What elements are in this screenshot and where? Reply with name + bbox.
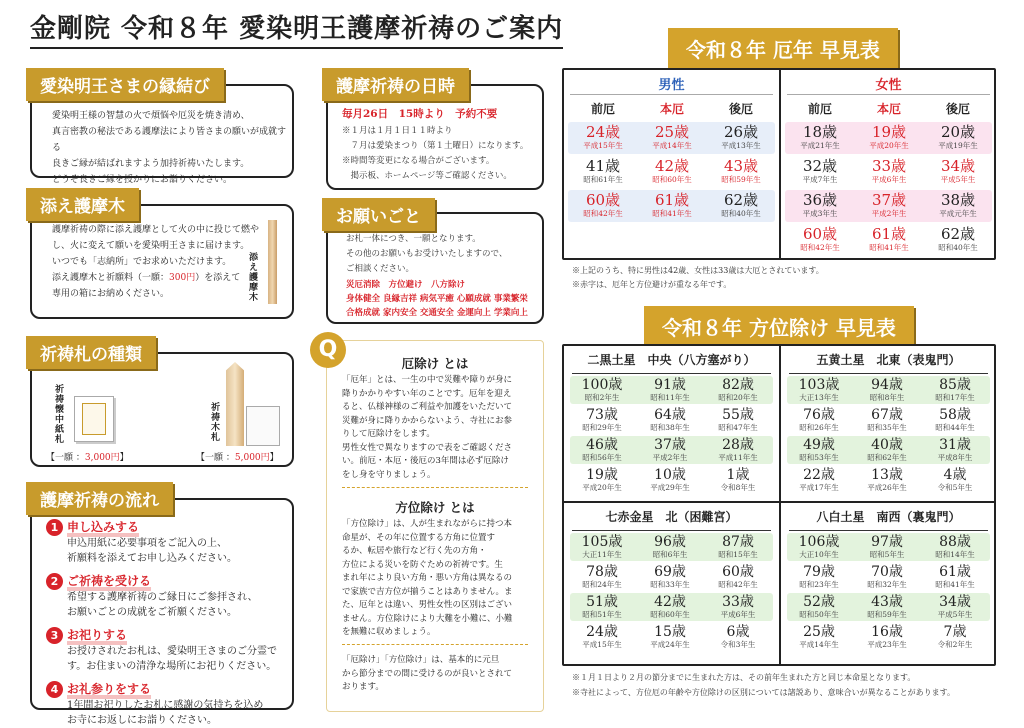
age-value: 25歳: [654, 123, 690, 141]
birth-year: 平成2年生: [871, 209, 907, 218]
male-age-cell: [639, 158, 705, 185]
age-value: 60歳: [585, 191, 621, 209]
female-age-cell: [856, 158, 922, 185]
hoi-age-cell: [789, 624, 849, 649]
age-value: 62歳: [723, 191, 759, 209]
hoi-age-cell: [925, 467, 985, 492]
birth-year: 平成6年生: [720, 610, 756, 619]
female-col-label: 本厄: [876, 102, 901, 116]
birth-year: 昭和42年生: [718, 580, 758, 589]
birth-year: 昭和60年生: [652, 175, 692, 184]
female-age-cell: [787, 192, 853, 219]
flow-steps: [46, 516, 292, 728]
age-value: 52歳: [803, 594, 835, 610]
age-value: 67歳: [871, 407, 903, 423]
male-header: 男性: [658, 78, 685, 93]
yaku-text: 「厄年」とは、一生の中で災難や障りが身に 降りかかりやすい年のことです。厄年を迎え ると、仏様神様のご利益や加護をいただいて 災難が身に降りかからないよう、寺社にお参 りして厄除けをします。 男性女性で異なりますので表をご確認くださ い。前厄・本厄・後厄の3年間は必ず厄除け をし身を守りましょう。: [342, 375, 513, 480]
age-value: 64歳: [654, 407, 686, 423]
age-value: 15歳: [654, 624, 686, 640]
male-age-cell: [708, 158, 774, 185]
female-age-cell: [787, 124, 853, 151]
female-col-label: 後厄: [945, 102, 970, 116]
hoi-age-cell: [789, 437, 849, 462]
age-value: 78歳: [586, 564, 618, 580]
birth-year: 昭和41年生: [652, 209, 692, 218]
birth-year: 平成29年生: [650, 483, 690, 492]
onegai-heading: お願いごと: [322, 198, 435, 231]
hoi-age-cell: [572, 594, 632, 619]
age-value: 82歳: [722, 377, 754, 393]
birth-year: 平成15年生: [583, 141, 623, 150]
male-age-cell: [639, 192, 705, 219]
age-value: 13歳: [871, 467, 903, 483]
yakudoshi-table: [562, 68, 996, 260]
hoi-age-cell: [857, 594, 917, 619]
birth-year: 昭和20年生: [718, 393, 758, 402]
gomagi-label: 添え護摩木: [247, 252, 257, 302]
birth-year: 昭和6年生: [652, 550, 688, 559]
birth-year: 平成元年生: [939, 209, 977, 218]
female-age-cell: [925, 192, 991, 219]
soe-text: 護摩祈祷の際に添え護摩として火の中に投じて燃や し、火に変えて願いを愛染明王さまに届けます。 いつでも「志納所」でお求めいただけます。 添え護摩木と祈願料（一願：300円）を添えて 専用の箱にお納めください。: [52, 225, 260, 299]
female-age-cell: [856, 192, 922, 219]
birth-year: 昭和61年生: [583, 175, 623, 184]
age-value: 33歳: [871, 157, 907, 175]
flow-step-2: 2 ご祈祷を受ける 希望する護摩祈祷のご縁日にご参拝され、 お願いごとの成就をご祈願ください。: [46, 570, 292, 620]
age-value: 42歳: [654, 157, 690, 175]
birth-year: 昭和23年生: [799, 580, 839, 589]
flow-step-1: 1 申し込みする 申込用紙に必要事項をご記入の上、 祈願料を添えてお申し込みください。: [46, 516, 292, 566]
birth-year: 昭和62年生: [867, 453, 907, 462]
hoi-age-cell: [789, 564, 849, 589]
female-age-cell: [925, 124, 991, 151]
birth-year: 昭和41年生: [935, 580, 975, 589]
birth-year: 昭和40年生: [938, 243, 978, 252]
hoi-age-cell: [708, 624, 768, 649]
onegai-text: お札一体につき、一願となります。 その他のお願いもお受けいたしますので、 ご相談ください。: [346, 234, 508, 274]
birth-year: 大正13年生: [799, 393, 839, 402]
yakudoshi-divider: [779, 70, 781, 258]
age-value: 37歳: [654, 437, 686, 453]
birth-year: 昭和29年生: [582, 423, 622, 432]
birth-year: 昭和14年生: [935, 550, 975, 559]
hoi-block-title: 七赤金星 北（困難宮）: [572, 503, 771, 531]
fuda-item2-price-line: 【一願 ：5,000円】: [196, 453, 279, 463]
hoi-age-cell: [925, 377, 985, 402]
age-value: 103歳: [798, 377, 840, 393]
birth-year: 昭和2年生: [584, 393, 620, 402]
birth-year: 昭和60年生: [650, 610, 690, 619]
age-value: 18歳: [802, 123, 838, 141]
female-age-cell: [787, 158, 853, 185]
kifuda-case-image: [246, 406, 280, 446]
hoi-title: 方位除け とは: [395, 500, 475, 515]
age-value: 85歳: [939, 377, 971, 393]
hoi-age-cell: [572, 437, 632, 462]
fuda-item1-price-line: 【一願 ：3,000円】: [46, 453, 129, 463]
birth-year: 昭和35年生: [867, 423, 907, 432]
hoi-heading: 令和８年 方位除け 早見表: [644, 306, 914, 347]
flow-box: [30, 498, 294, 726]
birth-year: 平成20年生: [582, 483, 622, 492]
birth-year: 令和2年生: [937, 640, 973, 649]
male-col-label: 本厄: [659, 102, 684, 116]
hoi-age-cell: [925, 564, 985, 589]
hoi-age-cell: [708, 377, 768, 402]
birth-year: 昭和42年生: [583, 209, 623, 218]
age-value: 87歳: [722, 534, 754, 550]
male-col-label: 後厄: [728, 102, 753, 116]
hoi-age-cell: [857, 564, 917, 589]
birth-year: 昭和5年生: [869, 550, 905, 559]
birth-year: 平成6年生: [871, 175, 907, 184]
birth-year: 昭和50年生: [799, 610, 839, 619]
hoi-age-cell: [708, 564, 768, 589]
fuda-item2-name: 祈祷木札: [209, 402, 219, 442]
enmusubi-text: 愛染明王様の智慧の火で煩悩や厄災を焼き清め、 真言密教の秘法である護摩法により皆さまの願いが成就する 良きご縁が結ばれますよう加持祈祷いたします。 どうぞ良きご縁を授かりにお詣りください。: [52, 111, 287, 185]
birth-year: 平成13年生: [721, 141, 761, 150]
soe-heading: 添え護摩木: [26, 188, 139, 221]
birth-year: 昭和59年生: [867, 610, 907, 619]
age-value: 40歳: [871, 437, 903, 453]
hoi-age-cell: [925, 594, 985, 619]
birth-year: 平成5年生: [937, 610, 973, 619]
female-age-cell: [925, 226, 991, 253]
age-value: 32歳: [802, 157, 838, 175]
hoi-age-cell: [640, 407, 700, 432]
age-value: 79歳: [803, 564, 835, 580]
male-age-cell: [708, 192, 774, 219]
birth-year: 平成3年生: [802, 209, 838, 218]
age-value: 60歳: [802, 225, 838, 243]
age-value: 28歳: [722, 437, 754, 453]
birth-year: 昭和26年生: [799, 423, 839, 432]
birth-year: 昭和40年生: [721, 209, 761, 218]
hoi-age-cell: [640, 534, 700, 559]
hoi-age-cell: [925, 437, 985, 462]
hoi-age-cell: [925, 407, 985, 432]
age-value: 24歳: [586, 624, 618, 640]
age-value: 76歳: [803, 407, 835, 423]
hoi-age-cell: [708, 437, 768, 462]
kaichu-fuda-image: [74, 396, 114, 442]
birth-year: 平成23年生: [867, 640, 907, 649]
kifuda-image: [226, 362, 244, 446]
hoi-age-cell: [640, 437, 700, 462]
soe-price: 300円: [169, 273, 196, 283]
female-age-cell: [925, 158, 991, 185]
birth-year: 昭和53年生: [799, 453, 839, 462]
hoi-age-cell: [640, 564, 700, 589]
hoi-age-cell: [857, 624, 917, 649]
age-value: 38歳: [940, 191, 976, 209]
hoi-age-cell: [640, 467, 700, 492]
flow-step-3: 3 お祀りする お授けされたお札は、愛染明王さまのご分霊で す。お住まいの清浄な場所にお祀りください。: [46, 624, 292, 674]
hoi-age-cell: [640, 624, 700, 649]
hoi-age-cell: [857, 467, 917, 492]
hoi-age-cell: [572, 467, 632, 492]
age-value: 6歳: [726, 624, 750, 640]
birth-year: 昭和24年生: [582, 580, 622, 589]
nichiji-notes: ※１月は１月１日１１時より ７月は愛染まつり（第１土曜日）になります。 ※時間等変更になる場合がございます。 掲示板、ホームページ等ご確認ください。: [342, 126, 529, 181]
birth-year: 昭和17年生: [935, 393, 975, 402]
birth-year: 平成2年生: [652, 453, 688, 462]
age-value: 33歳: [722, 594, 754, 610]
birth-year: 昭和59年生: [721, 175, 761, 184]
hoi-age-cell: [857, 377, 917, 402]
birth-year: 平成21年生: [800, 141, 840, 150]
age-value: 31歳: [939, 437, 971, 453]
hoi-table: [562, 344, 996, 666]
hoi-age-cell: [640, 594, 700, 619]
hoi-notes: ※１月１日より２月の節分までに生まれた方は、その前年生まれた方と同じ本命星となります。 ※寺社によって、方位厄の年齢や方位除けの区別については諸説あり、意味合いが異なることがあります。: [572, 673, 956, 697]
nichiji-main: 毎月26日 15時より 予約不要: [342, 108, 498, 120]
birth-year: 令和3年生: [720, 640, 756, 649]
age-value: 73歳: [586, 407, 618, 423]
birth-year: 昭和51年生: [582, 610, 622, 619]
hoi-block-title: 二黒土星 中央（八方塞がり）: [572, 346, 771, 374]
birth-year: 令和5年生: [937, 483, 973, 492]
birth-year: 平成14年生: [652, 141, 692, 150]
male-age-cell: [639, 124, 705, 151]
hoi-age-cell: [572, 564, 632, 589]
age-value: 97歳: [871, 534, 903, 550]
birth-year: 平成11年生: [718, 453, 758, 462]
flow-step-4: 4 お礼参りをする 1年間お祀りしたお札に感謝の気持ちを込め お寺にお返しにお詣りください。: [46, 678, 292, 728]
hoi-age-cell: [789, 377, 849, 402]
age-value: 41歳: [585, 157, 621, 175]
hoi-age-cell: [789, 594, 849, 619]
birth-year: 平成20年生: [869, 141, 909, 150]
birth-year: 昭和56年生: [582, 453, 622, 462]
nichiji-heading: 護摩祈祷の日時: [322, 68, 469, 101]
age-value: 1歳: [726, 467, 750, 483]
birth-year: 昭和32年生: [867, 580, 907, 589]
age-value: 70歳: [871, 564, 903, 580]
enmusubi-heading: 愛染明王さまの縁結び: [26, 68, 224, 101]
hoi-age-cell: [857, 534, 917, 559]
age-value: 34歳: [940, 157, 976, 175]
hoi-age-cell: [925, 624, 985, 649]
qa-divider-2: [342, 644, 528, 645]
birth-year: 令和8年生: [720, 483, 756, 492]
qa-divider-1: [342, 487, 528, 488]
birth-year: 平成26年生: [867, 483, 907, 492]
female-col-label: 前厄: [807, 102, 832, 116]
birth-year: 平成5年生: [940, 175, 976, 184]
age-value: 61歳: [871, 225, 907, 243]
age-value: 37歳: [871, 191, 907, 209]
birth-year: 昭和15年生: [718, 550, 758, 559]
female-header: 女性: [875, 78, 902, 93]
hoi-block-title: 五黄土星 北東（表鬼門）: [789, 346, 988, 374]
male-col-label: 前厄: [590, 102, 615, 116]
hoi-age-cell: [708, 467, 768, 492]
birth-year: 平成19年生: [938, 141, 978, 150]
age-value: 16歳: [871, 624, 903, 640]
age-value: 7歳: [943, 624, 967, 640]
hoi-age-cell: [708, 534, 768, 559]
fuda-box: [30, 352, 294, 467]
female-age-cell: [856, 226, 922, 253]
female-age-cell: [856, 124, 922, 151]
hoi-text: 「方位除け」は、人が生まれながらに持つ本 命星が、その年に位置する方角に位置す るか、転居や旅行など行く先の方角・ 方位による災いを防ぐための祈祷です。生 まれ年により良い方角・悪い方角は異なるの で家族で吉方位が揃うことはありません。ま た、厄年とは違い、男性女性の区別はござい ません。方位除けにより大難を小難に、小難 を無難に収めましょう。: [342, 519, 513, 637]
hoi-age-cell: [925, 534, 985, 559]
age-value: 42歳: [654, 594, 686, 610]
hoi-age-cell: [857, 407, 917, 432]
fuda-heading: 祈祷札の種類: [26, 336, 156, 369]
age-value: 94歳: [871, 377, 903, 393]
birth-year: 平成15年生: [582, 640, 622, 649]
birth-year: 昭和42年生: [800, 243, 840, 252]
birth-year: 大正10年生: [799, 550, 839, 559]
age-value: 34歳: [939, 594, 971, 610]
page-title: 金剛院 令和８年 愛染明王護摩祈祷のご案内: [30, 8, 563, 49]
birth-year: 昭和41年生: [869, 243, 909, 252]
age-value: 49歳: [803, 437, 835, 453]
male-age-cell: [570, 158, 636, 185]
age-value: 22歳: [803, 467, 835, 483]
age-value: 19歳: [586, 467, 618, 483]
age-value: 100歳: [581, 377, 623, 393]
age-value: 91歳: [654, 377, 686, 393]
birth-year: 平成17年生: [799, 483, 839, 492]
hoi-block-title: 八白土星 南西（裏鬼門）: [789, 503, 988, 531]
yakudoshi-notes: ※上記のうち、特に男性は42歳、女性は33歳は大厄とされています。 ※赤字は、厄年と方位避けが重なる年です。: [572, 266, 824, 289]
male-age-cell: [708, 124, 774, 151]
age-value: 55歳: [722, 407, 754, 423]
gomagi-stick: [268, 220, 277, 304]
hoi-age-cell: [789, 467, 849, 492]
male-age-cell: [570, 124, 636, 151]
hoi-age-cell: [789, 407, 849, 432]
age-value: 4歳: [943, 467, 967, 483]
q-badge: Q: [310, 332, 346, 368]
hoi-age-cell: [572, 407, 632, 432]
age-value: 24歳: [585, 123, 621, 141]
age-value: 19歳: [871, 123, 907, 141]
birth-year: 大正11年生: [582, 550, 622, 559]
age-value: 46歳: [586, 437, 618, 453]
flow-heading: 護摩祈祷の流れ: [26, 482, 173, 515]
hoi-age-cell: [572, 534, 632, 559]
hoi-age-cell: [857, 437, 917, 462]
age-value: 10歳: [654, 467, 686, 483]
birth-year: 平成8年生: [937, 453, 973, 462]
age-value: 20歳: [940, 123, 976, 141]
age-value: 36歳: [802, 191, 838, 209]
soe-gomagi-box: [30, 204, 294, 319]
age-value: 43歳: [871, 594, 903, 610]
age-value: 61歳: [939, 564, 971, 580]
age-value: 60歳: [722, 564, 754, 580]
birth-year: 平成14年生: [799, 640, 839, 649]
age-value: 51歳: [586, 594, 618, 610]
male-age-cell: [570, 192, 636, 219]
birth-year: 昭和44年生: [935, 423, 975, 432]
onegai-list: 災厄消除 方位避け 八方除け 身体健全 良縁吉祥 病気平癒 心願成就 事業繁栄 合格成就 家内安全 交通安全 金運向上 学業向上: [346, 280, 528, 318]
age-value: 25歳: [803, 624, 835, 640]
birth-year: 昭和11年生: [650, 393, 690, 402]
age-value: 61歳: [654, 191, 690, 209]
age-value: 26歳: [723, 123, 759, 141]
birth-year: 昭和33年生: [650, 580, 690, 589]
fuda-item1-name: 祈祷懐中紙札: [53, 384, 63, 444]
female-age-cell: [787, 226, 853, 253]
yaku-title: 厄除け とは: [401, 356, 469, 371]
age-value: 88歳: [939, 534, 971, 550]
age-value: 106歳: [798, 534, 840, 550]
age-value: 69歳: [654, 564, 686, 580]
end-text: 「厄除け」「方位除け」は、基本的に元旦 から節分までの間に受けるのが良いとされて おります。: [342, 655, 513, 692]
birth-year: 昭和8年生: [869, 393, 905, 402]
age-value: 58歳: [939, 407, 971, 423]
age-value: 96歳: [654, 534, 686, 550]
birth-year: 昭和47年生: [718, 423, 758, 432]
hoi-age-cell: [789, 534, 849, 559]
hoi-age-cell: [572, 377, 632, 402]
age-value: 62歳: [940, 225, 976, 243]
birth-year: 平成7年生: [802, 175, 838, 184]
yakudoshi-heading: 令和８年 厄年 早見表: [668, 28, 898, 69]
age-value: 43歳: [723, 157, 759, 175]
hoi-age-cell: [708, 407, 768, 432]
birth-year: 昭和38年生: [650, 423, 690, 432]
age-value: 105歳: [581, 534, 623, 550]
hoi-age-cell: [640, 377, 700, 402]
birth-year: 平成24年生: [650, 640, 690, 649]
hoi-age-cell: [572, 624, 632, 649]
hoi-age-cell: [708, 594, 768, 619]
